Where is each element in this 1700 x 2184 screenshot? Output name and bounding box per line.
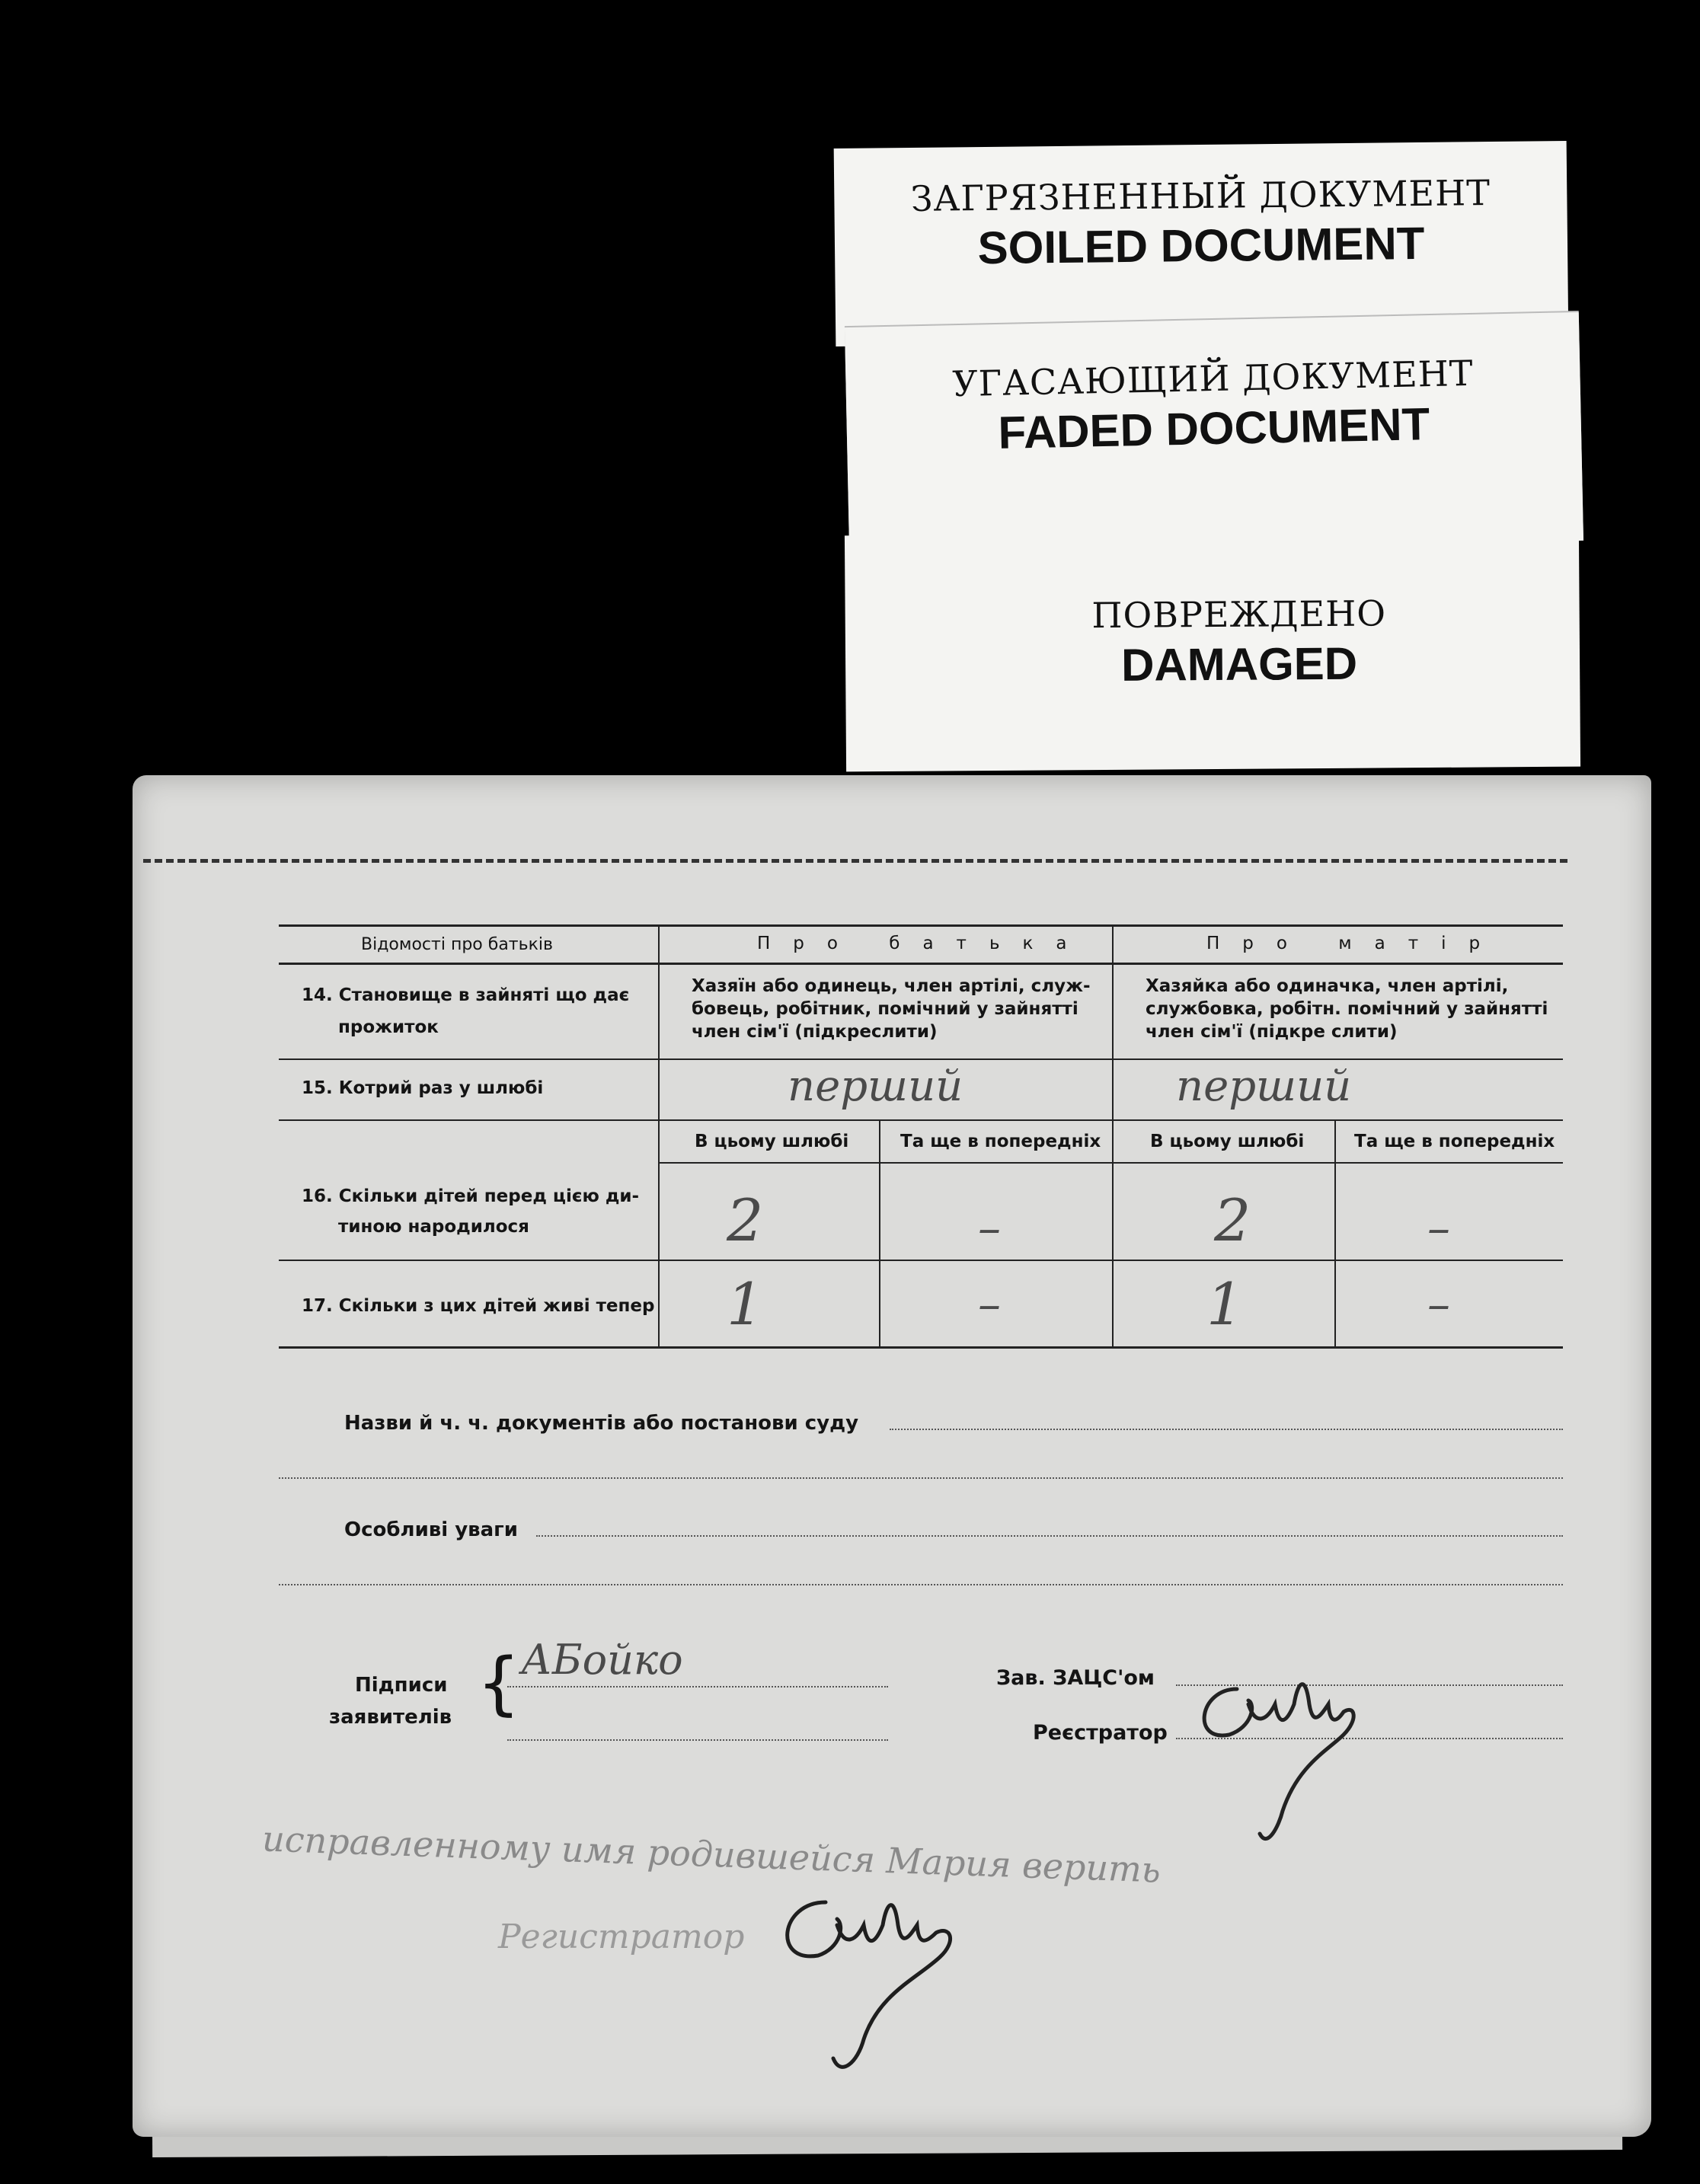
registrar-label: Реєстратор [1033,1721,1168,1745]
subheader-mother-previous: Та ще в попередніх [1354,1132,1555,1151]
applicant-sign-line-2 [507,1739,888,1741]
row15-label: 15. Котрий раз у шлюбі [302,1078,544,1098]
applicant-sign-line-1 [507,1686,888,1687]
table-header-rule [279,963,1563,965]
row14-label-b: прожиток [338,1017,439,1037]
table-top-rule [279,924,1563,927]
row16-father-previous-value: – [978,1202,1001,1255]
row17-label: 17. Скільки з цих дітей живі тепер [302,1296,655,1316]
row14-label-a: 14. Становище в зайняті що дає [302,985,630,1005]
row14-mother-options [1146,975,1548,1043]
row14-mother-line3: член сім'ї (підкре слити) [1146,1022,1398,1042]
notes-label: Особливі уваги [344,1518,518,1541]
documents-field-line [890,1429,1563,1430]
label-soiled-ru: ЗАГРЯЗНЕННЫЙ ДОКУМЕНТ [910,172,1491,219]
notes-field-line-2 [279,1584,1563,1585]
subheader-mother-this: В цьому шлюбі [1150,1132,1305,1151]
row15-father-handwritten: перший [788,1062,963,1111]
row16-father-this-value: 2 [727,1186,764,1254]
row14-father-line3: член сім'ї (підкреслити) [692,1022,938,1042]
header-parents-info: Відомості про батьків [361,935,553,954]
row14-father-options [692,975,1091,1043]
row17-father-previous-value: – [978,1278,1001,1331]
signatures-brace: { [477,1643,521,1723]
row16-mother-this-value: 2 [1214,1186,1251,1254]
record-sheet [133,775,1651,2137]
row17-mother-previous-value: – [1427,1278,1450,1331]
subheader-father-previous: Та ще в попередніх [900,1132,1101,1151]
applicant-signature: АБойко [521,1636,683,1684]
subheader-rule [660,1162,1563,1164]
head-label: Зав. ЗАЦС'ом [996,1666,1155,1690]
col-divider-2 [1112,924,1114,1346]
label-damaged [845,531,1580,772]
row16-label-a: 16. Скільки дітей перед цією ди- [302,1186,640,1206]
row14-rule [279,1058,1563,1060]
label-faded-document [845,312,1583,556]
subheader-father-this: В цьому шлюбі [695,1132,849,1151]
label-faded-ru: УГАСАЮЩИЙ ДОКУМЕНТ [951,352,1475,405]
registrar-signature [1184,1659,1382,1857]
row14-mother-line2: службовка, робітн. помічний у зайнятті [1146,999,1548,1019]
bottom-correction-note: исправленному имя родившейся Мария верить [261,1818,1162,1891]
row17-father-this-value: 1 [727,1270,764,1338]
label-damaged-en: DAMAGED [1120,637,1358,691]
col-divider-father-sub [879,1119,880,1346]
perforation-line [143,859,1567,863]
label-soiled-en: SOILED DOCUMENT [977,217,1425,274]
table-bottom-rule [279,1346,1563,1349]
documents-field-line-2 [279,1477,1563,1479]
col-divider-1 [658,924,660,1346]
row15-rule [279,1119,1563,1121]
row15-mother-handwritten: перший [1176,1062,1352,1111]
label-damaged-ru: ПОВРЕЖДЕНО [1091,592,1387,637]
header-about-father: Про батька [757,934,1090,953]
row16-label-b: тиною народилося [338,1217,529,1237]
documents-label: Назви й ч. ч. документів або постанови суду [344,1412,859,1435]
row14-father-line2: бовець, робітник, помічний у зайнятті [692,999,1078,1019]
row16-rule [279,1260,1563,1261]
header-about-mother: Про матір [1206,934,1503,953]
row14-father-line1: Хазяїн або одинець, член артілі, служ- [692,976,1091,996]
signatures-label-a: Підписи [355,1674,448,1697]
row17-mother-this-value: 1 [1206,1270,1244,1338]
signatures-label-b: заявителів [329,1706,452,1729]
notes-field-line [536,1535,1563,1537]
row14-mother-line1: Хазяйка або одиначка, член артілі, [1146,976,1509,996]
label-faded-en: FADED DOCUMENT [997,398,1430,458]
row16-mother-previous-value: – [1427,1202,1450,1255]
bottom-registrar-signature [757,1872,1001,2085]
col-divider-mother-sub [1334,1119,1336,1346]
bottom-registrar-label: Регистратор [498,1917,745,1956]
